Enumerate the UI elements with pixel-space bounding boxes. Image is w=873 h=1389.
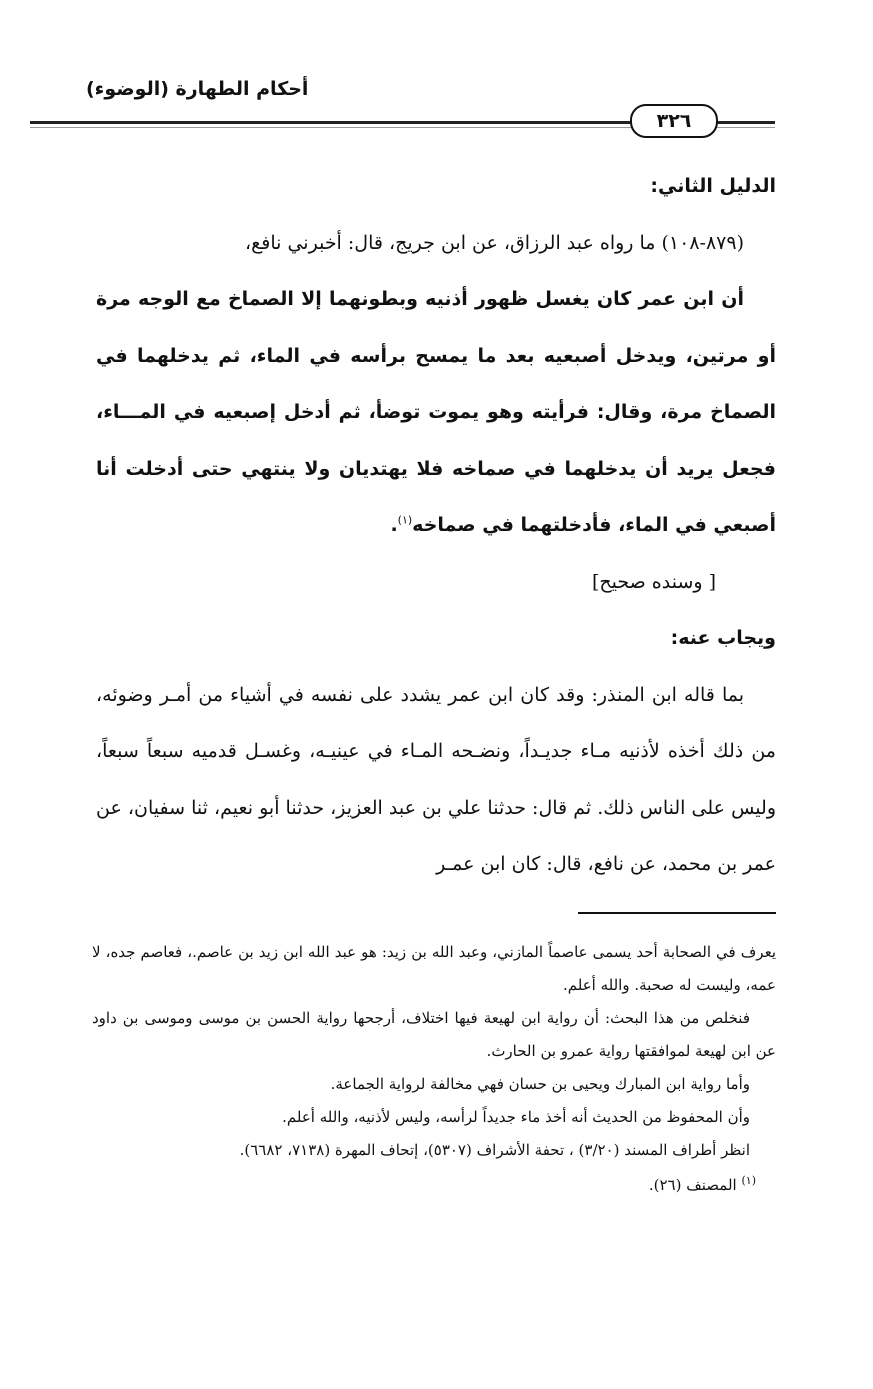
footnote-continuation-1: يعرف في الصحابة أحد يسمى عاصماً المازني، وعبد الله بن زيد: هو عبد الله ابن زيد بن عاصم.، فعاصم جده، لا عمه، وليست له صحبة. والله أعلم. [92, 943, 776, 994]
heading-second-evidence: الدليل الثاني: [650, 175, 776, 197]
footnote-continuation-3: وأما رواية ابن المبارك ويحيى بن حسان فهي مخالفة لرواية الجماعة. [330, 1075, 750, 1093]
footnote-continuation-2: فنخلص من هذا البحث: أن رواية ابن لهيعة فيها اختلاف، أرجحها رواية الحسن بن موسى وموسى بن داود عن ابن لهيعة لموافقتها رواية عمرو بن الحارث. [92, 1009, 776, 1060]
footnotes [92, 936, 776, 1202]
chain-grading: [ وسنده صحيح] [591, 570, 716, 593]
page-number: ٣٢٦ [630, 104, 718, 138]
hadith-end: . [390, 514, 398, 536]
footnote-continuation-5: انظر أطراف المسند (٣/٢٠) ، تحفة الأشراف (٥٣٠٧)، إتحاف المهرة (٧١٣٨، ٦٦٨٢). [239, 1141, 750, 1159]
narration-intro: (٨٧٩-١٠٨) ما رواه عبد الرزاق، عن ابن جريج، قال: أخبرني نافع، [245, 231, 744, 254]
response-text: بما قاله ابن المنذر: وقد كان ابن عمر يشدد على نفسه في أشياء من أمـر وضوئه، من ذلك أخذه لأذنيه مـاء جديـداً، ونضـحه المـاء في عينيـه، وغسـل قدميه سبعاً سبعاً، وليس على الناس ذلك. ثم قال: حدثنا علي بن عبد العزيز، حدثنا أبو نعيم، ثنا سفيان، عن عمر بن محمد، عن نافع، قال: كان ابن عمـر [96, 683, 776, 875]
footnote-1 [92, 1169, 776, 1202]
footnote-reference: (١) [397, 513, 413, 527]
main-text [96, 158, 776, 893]
footnote-continuation-4: وأن المحفوظ من الحديث أنه أخذ ماء جديداً لرأسه، وليس لأذنيه، والله أعلم. [282, 1108, 750, 1126]
hadith-text [96, 271, 776, 554]
running-title: أحكام الطهارة (الوضوء) [86, 78, 309, 100]
heading-response: ويجاب عنه: [670, 627, 776, 649]
hadith-body: أن ابن عمر كان يغسل ظهور أذنيه وبطونهما إلا الصماخ مع الوجه مرة أو مرتين، ويدخل أصبعيه بعد ما يمسح برأسه في الماء، ثم يدخلهما في الصماخ مرة، وقال: فرأيته وهو يموت توضأ، ثم أدخل إصبعيه في المـــاء، فجعل يريد أن يدخلهما في صماخه فلا يهتديان ولا ينتهي حتى أدخلت أنا أصبعي في الماء، فأدخلتهما في صماخه [96, 288, 776, 536]
footnote-1-text: المصنف (٢٦). [648, 1176, 737, 1194]
footnote-separator [578, 912, 776, 914]
footnote-1-marker: (١) [741, 1174, 756, 1187]
